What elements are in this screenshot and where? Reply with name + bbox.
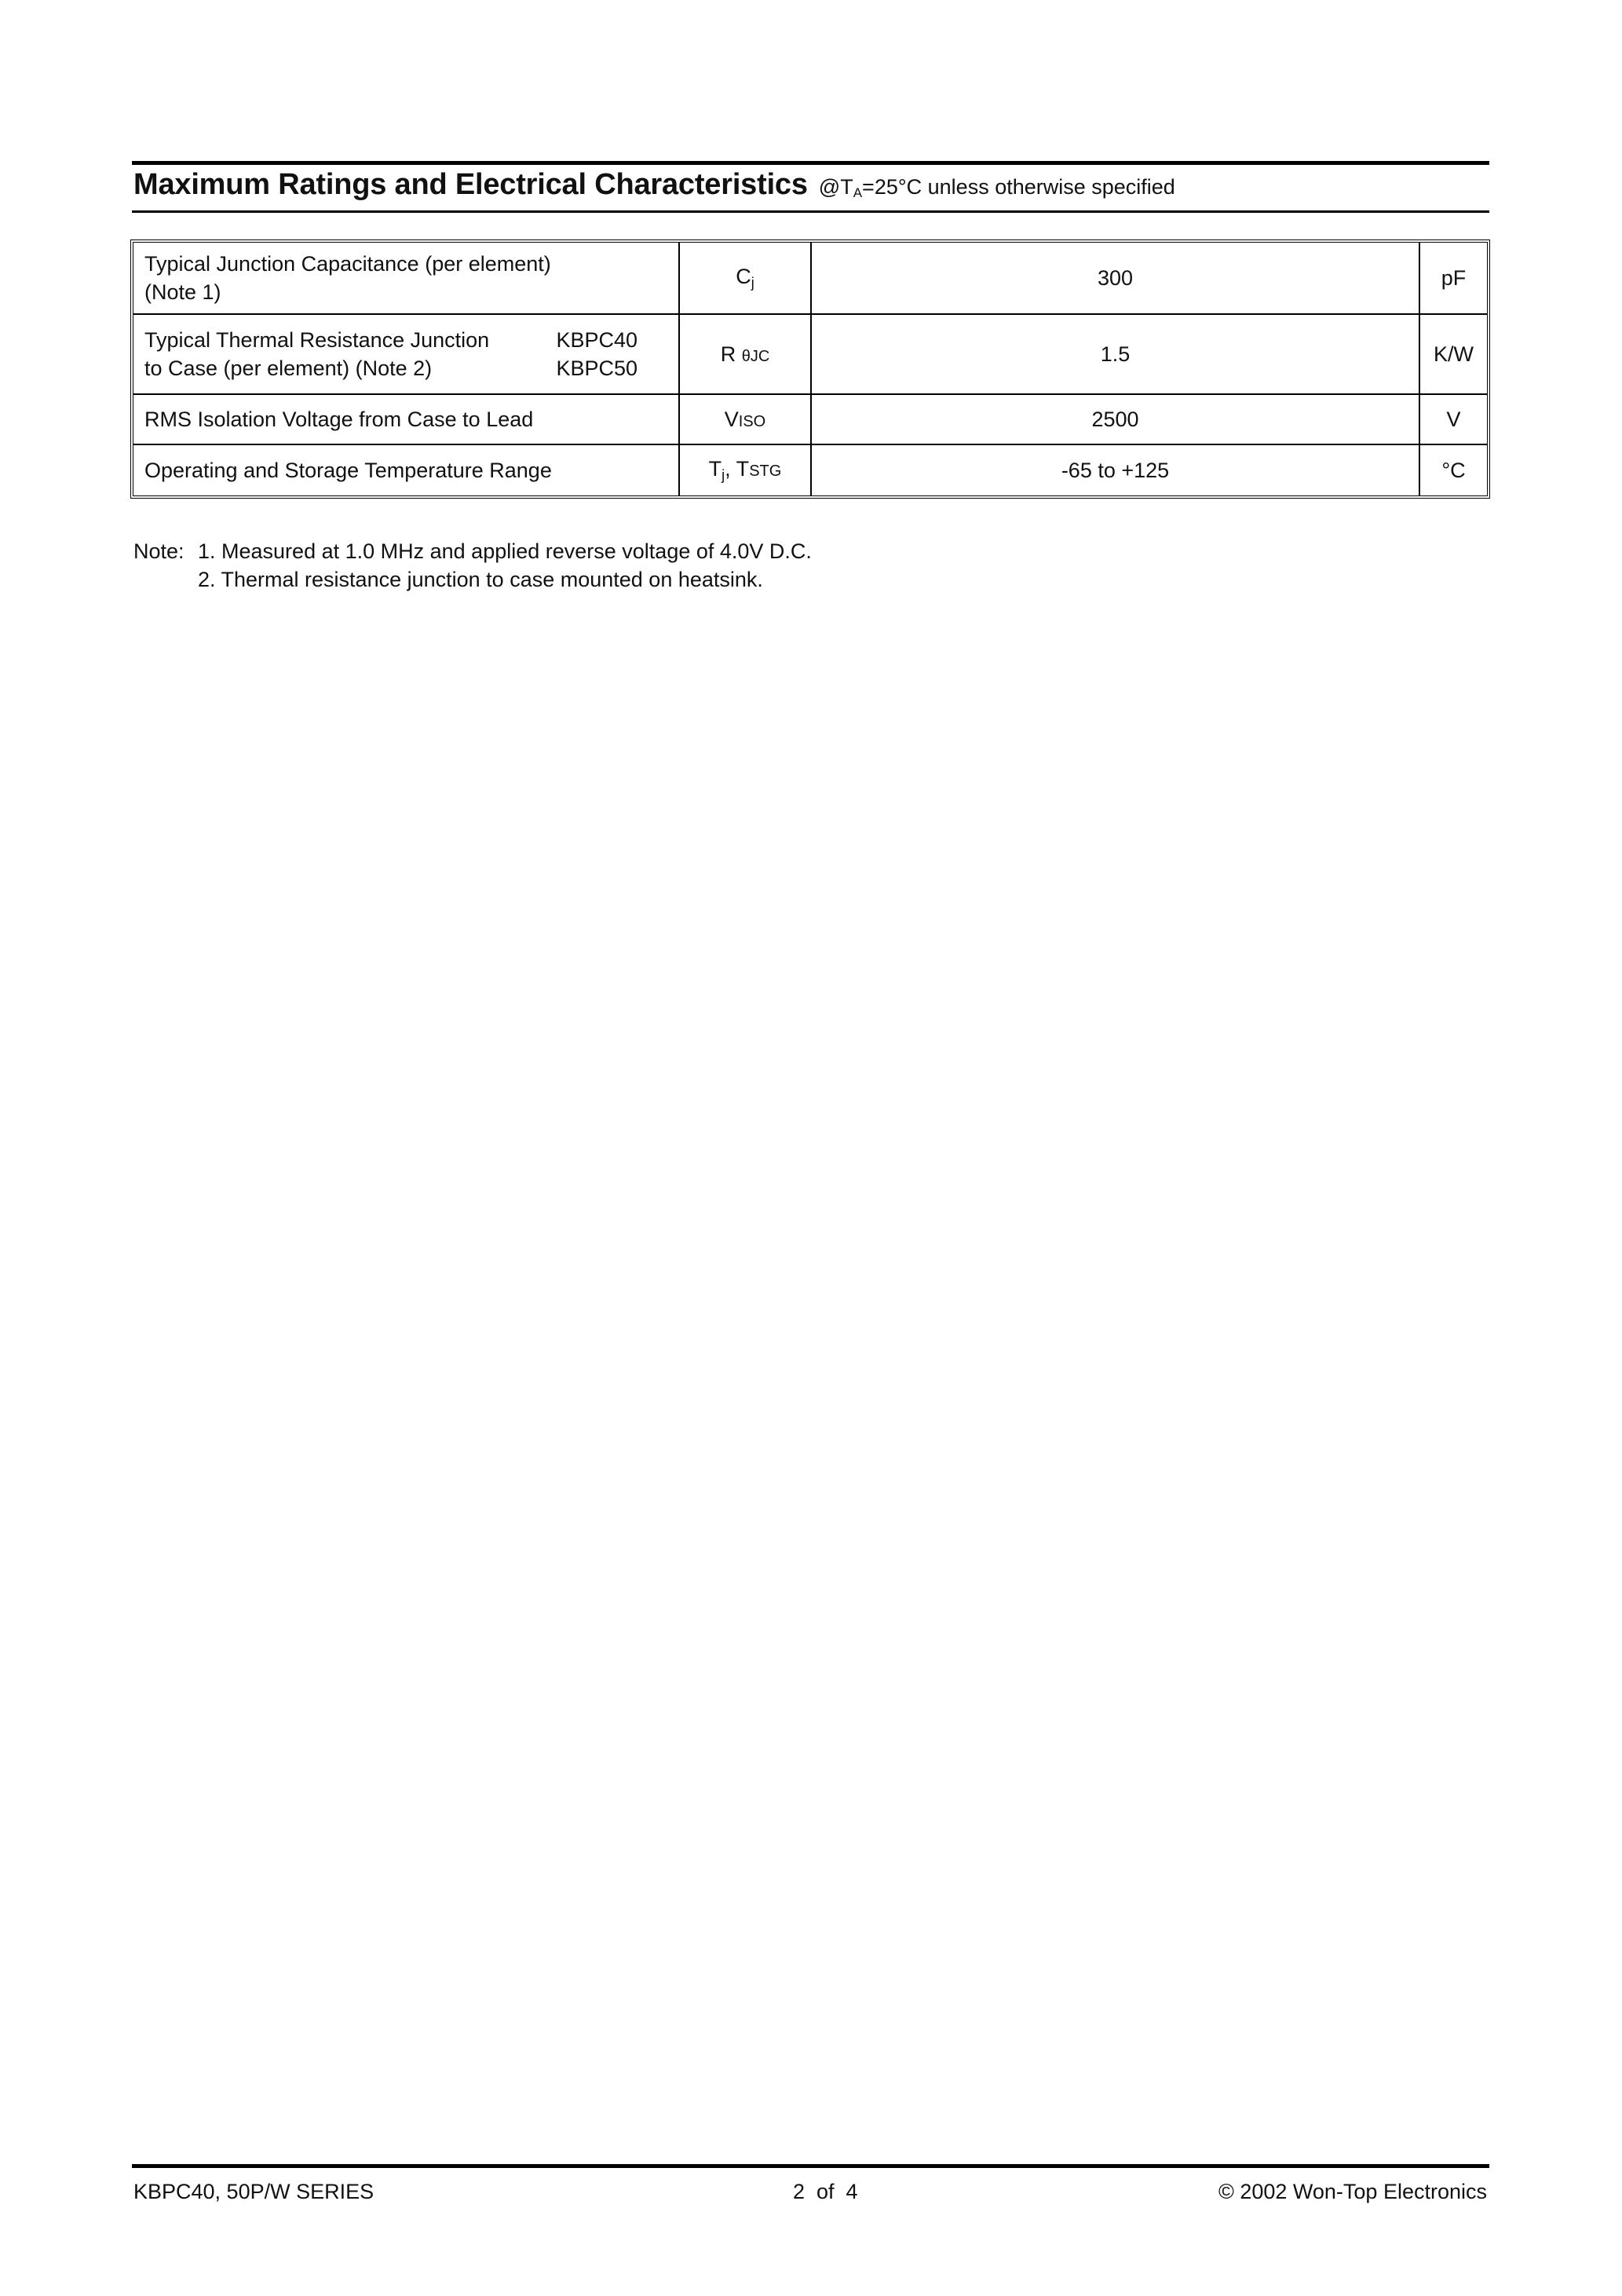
unit-cell: K/W (1420, 315, 1487, 395)
parameter-line: (Note 1) (144, 280, 221, 304)
symbol-text: C (736, 265, 751, 288)
note-label: Note: (133, 539, 184, 563)
value-cell: -65 to +125 (812, 445, 1420, 495)
model-label: KBPC50 (556, 356, 637, 380)
parameter-cell (133, 243, 680, 315)
symbol-text: V (724, 407, 739, 431)
parameter-cell: Operating and Storage Temperature Range (133, 445, 680, 495)
symbol-subscript: j (751, 275, 754, 291)
value-cell: 1.5 (812, 315, 1420, 395)
symbol-text: T (708, 457, 722, 481)
unit-cell: pF (1420, 243, 1487, 315)
parameter-line-row (144, 326, 678, 354)
parameter-cell: RMS Isolation Voltage from Case to Lead (133, 395, 680, 445)
condition-suffix: =25°C unless otherwise specified (862, 175, 1175, 199)
test-condition (819, 175, 1175, 199)
parameter-line-row (144, 354, 678, 382)
symbol-text: R (720, 342, 736, 366)
notes (133, 537, 812, 594)
ratings-table (130, 239, 1490, 499)
unit-cell: °C (1441, 458, 1466, 482)
page-number: 2 of 4 (793, 2180, 858, 2203)
note-text: 2. Thermal resistance junction to case mounted on heatsink. (198, 568, 763, 591)
value-cell: 300 (812, 243, 1420, 315)
footer-series: KBPC40, 50P/W SERIES (133, 2180, 374, 2203)
header-rule-top (132, 161, 1489, 165)
parameter-line: Typical Junction Capacitance (per element) (144, 252, 551, 276)
model-label: KBPC40 (556, 328, 637, 352)
table-row (133, 315, 1487, 395)
section-heading (133, 168, 1175, 202)
condition-subscript: A (853, 185, 863, 200)
section-title: Maximum Ratings and Electrical Characteristics (133, 168, 808, 201)
parameter-line: Typical Thermal Resistance Junction (144, 328, 490, 352)
symbol-subscript: θJC (741, 347, 770, 365)
symbol-cell (680, 445, 812, 495)
symbol-subscript: STG (749, 462, 782, 480)
symbol-cell (680, 315, 812, 395)
parameter-line: to Case (per element) (Note 2) (144, 356, 433, 380)
table-row (133, 243, 1487, 315)
symbol-cell (680, 395, 812, 445)
table-row (133, 395, 1487, 445)
symbol-subscript: j (721, 467, 725, 483)
table-row (133, 445, 1487, 495)
footer-rule (132, 2164, 1489, 2168)
symbol-text: , T (725, 457, 750, 481)
note-text: 1. Measured at 1.0 MHz and applied reverse voltage of 4.0V D.C. (198, 539, 812, 563)
footer-copyright: © 2002 Won-Top Electronics (1218, 2180, 1487, 2203)
note-item (133, 565, 812, 594)
condition-prefix: @T (818, 175, 853, 199)
value-cell: 2500 (812, 395, 1420, 445)
unit-cell: V (1420, 395, 1487, 445)
header-rule-bottom (132, 210, 1489, 213)
symbol-subscript: ISO (738, 412, 766, 430)
symbol-cell (680, 243, 812, 315)
parameter-cell (133, 315, 680, 395)
note-item (133, 537, 812, 565)
